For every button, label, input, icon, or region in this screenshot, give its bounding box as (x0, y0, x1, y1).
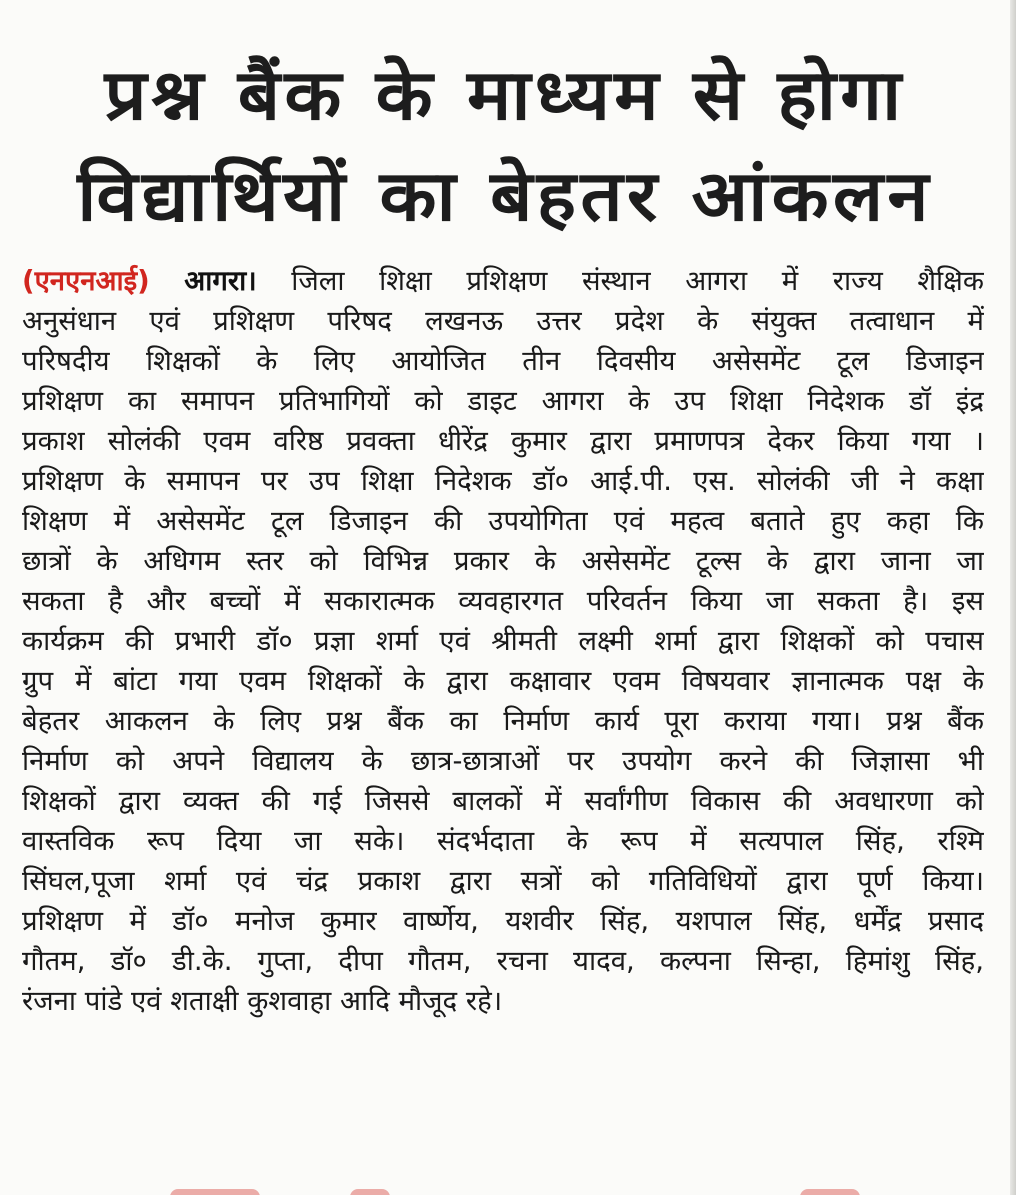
page-edge (1010, 0, 1016, 1195)
article-line: शिक्षण में असेसमेंट टूल डिजाइन की उपयोगिता एवं महत्व बताते हुए कहा कि (22, 505, 984, 537)
article-line: शिक्षकों द्वारा व्यक्त की गई जिससे बालकों में सर्वांगीण विकास की अवधारणा को (22, 785, 984, 817)
article-line: बेहतर आकलन के लिए प्रश्न बैंक का निर्माण कार्य पूरा कराया गया। प्रश्न बैंक (22, 705, 984, 737)
article-line: प्रकाश सोलंकी एवम वरिष्ठ प्रवक्ता धीरेंद्र कुमार द्वारा प्रमाणपत्र देकर किया गया । (22, 425, 984, 457)
dateline-agency: (एनएनआई) (22, 265, 150, 297)
article-first-line (22, 261, 984, 301)
article-line: परिषदीय शिक्षकों के लिए आयोजित तीन दिवसीय असेसमेंट टूल डिजाइन (22, 345, 984, 377)
article-line: छात्रों के अधिगम स्तर को विभिन्न प्रकार के असेसमेंट टूल्स के द्वारा जाना जा (22, 545, 984, 577)
first-line-text: जिला शिक्षा प्रशिक्षण संस्थान आगरा में राज्य शैक्षिक (291, 265, 984, 297)
article-line: सिंघल,पूजा शर्मा एवं चंद्र प्रकाश द्वारा सत्रों को गतिविधियों द्वारा पूर्ण किया। (22, 865, 984, 897)
dateline-city: आगरा। (184, 265, 257, 297)
article-body (22, 261, 984, 1021)
headline-line-1: प्रश्न बैंक के माध्यम से होगा (104, 54, 906, 136)
article-line: प्रशिक्षण का समापन प्रतिभागियों को डाइट आगरा के उप शिक्षा निदेशक डॉ इंद्र (22, 385, 984, 417)
article-line: अनुसंधान एवं प्रशिक्षण परिषद लखनऊ उत्तर प्रदेश के संयुक्त तत्वाधान में (22, 305, 984, 337)
article-last-line: रंजना पांडे एवं शताक्षी कुशवाहा आदि मौजूद रहे। (22, 985, 503, 1017)
article-line: गौतम, डॉ० डी.के. गुप्ता, दीपा गौतम, रचना यादव, कल्पना सिन्हा, हिमांशु सिंह, (22, 945, 984, 977)
bleed-mark (350, 1189, 390, 1195)
article-line: वास्तविक रूप दिया जा सके। संदर्भदाता के रूप में सत्यपाल सिंह, रश्मि (22, 825, 984, 857)
bleed-mark (170, 1189, 260, 1195)
article-line: प्रशिक्षण में डॉ० मनोज कुमार वार्ष्णेय, यशवीर सिंह, यशपाल सिंह, धर्मेंद्र प्रसाद (22, 905, 984, 937)
article-line: सकता है और बच्चों में सकारात्मक व्यवहारगत परिवर्तन किया जा सकता है। इस (22, 585, 984, 617)
bleed-mark (800, 1189, 860, 1195)
article-line: निर्माण को अपने विद्यालय के छात्र-छात्राओं पर उपयोग करने की जिज्ञासा भी (22, 745, 984, 777)
next-headline-bleed (0, 1183, 1010, 1195)
headline-line-2: विद्यार्थियों का बेहतर आंकलन (77, 155, 933, 237)
article-line: कार्यक्रम की प्रभारी डॉ० प्रज्ञा शर्मा एवं श्रीमती लक्ष्मी शर्मा द्वारा शिक्षकों को पचास (22, 625, 984, 657)
article-line: ग्रुप में बांटा गया एवम शिक्षकों के द्वारा कक्षावार एवम विषयवार ज्ञानात्मक पक्ष के (22, 665, 984, 697)
article-line: प्रशिक्षण के समापन पर उप शिक्षा निदेशक डॉ० आई.पी. एस. सोलंकी जी ने कक्षा (22, 465, 984, 497)
